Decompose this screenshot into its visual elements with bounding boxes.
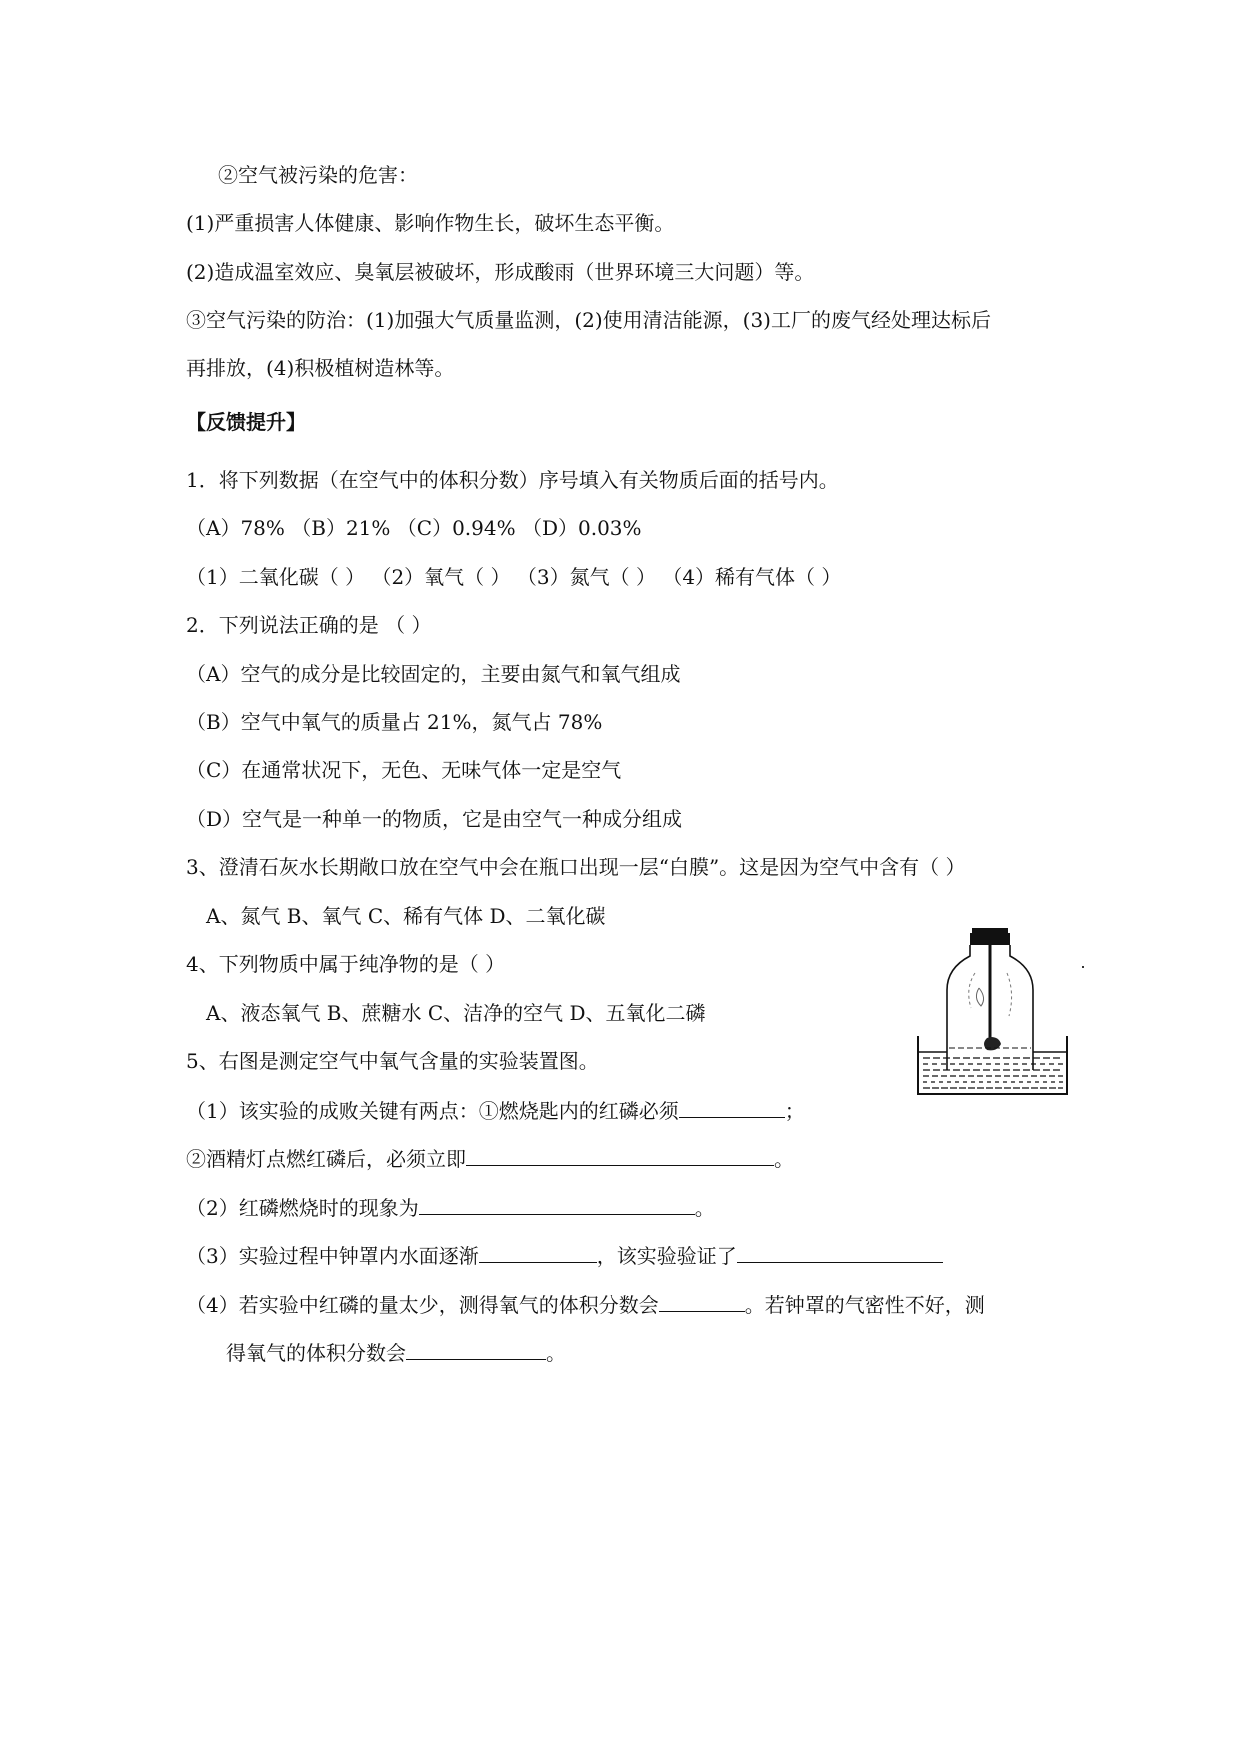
prevention-line-2: 再排放，(4)积极植树造林等。 <box>186 356 455 380</box>
answer-blank-3a[interactable] <box>479 1242 597 1263</box>
question-4-options: A、液态氧气 B、蔗糖水 C、洁净的空气 D、五氧化二磷 <box>206 1001 706 1025</box>
question-5-part-4 <box>186 1291 985 1318</box>
question-5-part-1a <box>186 1097 805 1124</box>
question-1: 1．将下列数据（在空气中的体积分数）序号填入有关物质后面的括号内。 <box>186 468 839 492</box>
part-1b-text: ②酒精灯点燃红磷后，必须立即 <box>186 1147 466 1171</box>
part-3-text-b: ，该实验验证了 <box>596 1244 737 1268</box>
answer-blank-4c[interactable] <box>406 1339 546 1360</box>
question-5-part-3 <box>186 1242 943 1269</box>
harm-item-2: (2)造成温室效应、臭氧层被破坏，形成酸雨（世界环境三大问题）等。 <box>186 260 815 284</box>
part-1a-end: ； <box>784 1099 805 1123</box>
stray-dot <box>1082 966 1084 968</box>
answer-blank-1a[interactable] <box>679 1097 785 1118</box>
part-4-text-b: 。若钟罩的气密性不好，测 <box>744 1293 985 1317</box>
question-1-options: （A）78% （B）21% （C）0.94% （D）0.03% <box>186 516 642 540</box>
part-1b-end: 。 <box>774 1147 794 1171</box>
section-heading: 【反馈提升】 <box>186 410 306 434</box>
question-2-option-c: （C）在通常状况下，无色、无味气体一定是空气 <box>186 758 622 782</box>
prevention-line-1: ③空气污染的防治：(1)加强大气质量监测，(2)使用清洁能源，(3)工厂的废气经处理达标后 <box>186 308 991 332</box>
question-3-options: A、氮气 B、氧气 C、稀有气体 D、二氧化碳 <box>206 904 606 928</box>
question-2-option-d: （D）空气是一种单一的物质，它是由空气一种成分组成 <box>186 807 683 831</box>
harm-item-1: (1)严重损害人体健康、影响作物生长，破坏生态平衡。 <box>186 211 675 235</box>
answer-blank-2[interactable] <box>419 1194 695 1215</box>
part-2-end: 。 <box>694 1196 715 1220</box>
part-2-text: （2）红磷燃烧时的现象为 <box>186 1196 419 1220</box>
pollution-harm-title: ②空气被污染的危害： <box>218 163 418 187</box>
part-1a-text: （1）该实验的成败关键有两点：①燃烧匙内的红磷必须 <box>186 1099 679 1123</box>
question-3: 3、澄清石灰水长期敞口放在空气中会在瓶口出现一层“白膜”。这是因为空气中含有（ ） <box>186 855 966 879</box>
part-4-end: 。 <box>546 1341 566 1365</box>
answer-blank-1b[interactable] <box>466 1145 774 1166</box>
part-4-text-c: 得氧气的体积分数会 <box>226 1341 406 1365</box>
part-4-text-a: （4）若实验中红磷的量太少，测得氧气的体积分数会 <box>186 1293 659 1317</box>
answer-blank-3b[interactable] <box>737 1242 943 1263</box>
question-2-option-a: （A）空气的成分是比较固定的，主要由氮气和氧气组成 <box>186 662 681 686</box>
bell-jar-apparatus-icon <box>915 928 1075 1118</box>
question-5: 5、右图是测定空气中氧气含量的实验装置图。 <box>186 1049 599 1073</box>
question-5-part-4-cont <box>226 1339 566 1366</box>
part-3-text-a: （3）实验过程中钟罩内水面逐渐 <box>186 1244 479 1268</box>
answer-blank-4a[interactable] <box>659 1291 745 1312</box>
question-4: 4、下列物质中属于纯净物的是（ ） <box>186 952 506 976</box>
question-1-items: （1）二氧化碳（ ） （2）氧气（ ） （3）氮气（ ） （4）稀有气体（ ） <box>186 565 842 589</box>
question-5-part-1b <box>186 1145 794 1172</box>
question-2-option-b: （B）空气中氧气的质量占 21%，氮气占 78% <box>186 710 603 734</box>
question-5-part-2 <box>186 1194 715 1221</box>
question-2: 2．下列说法正确的是 （ ） <box>186 613 432 637</box>
